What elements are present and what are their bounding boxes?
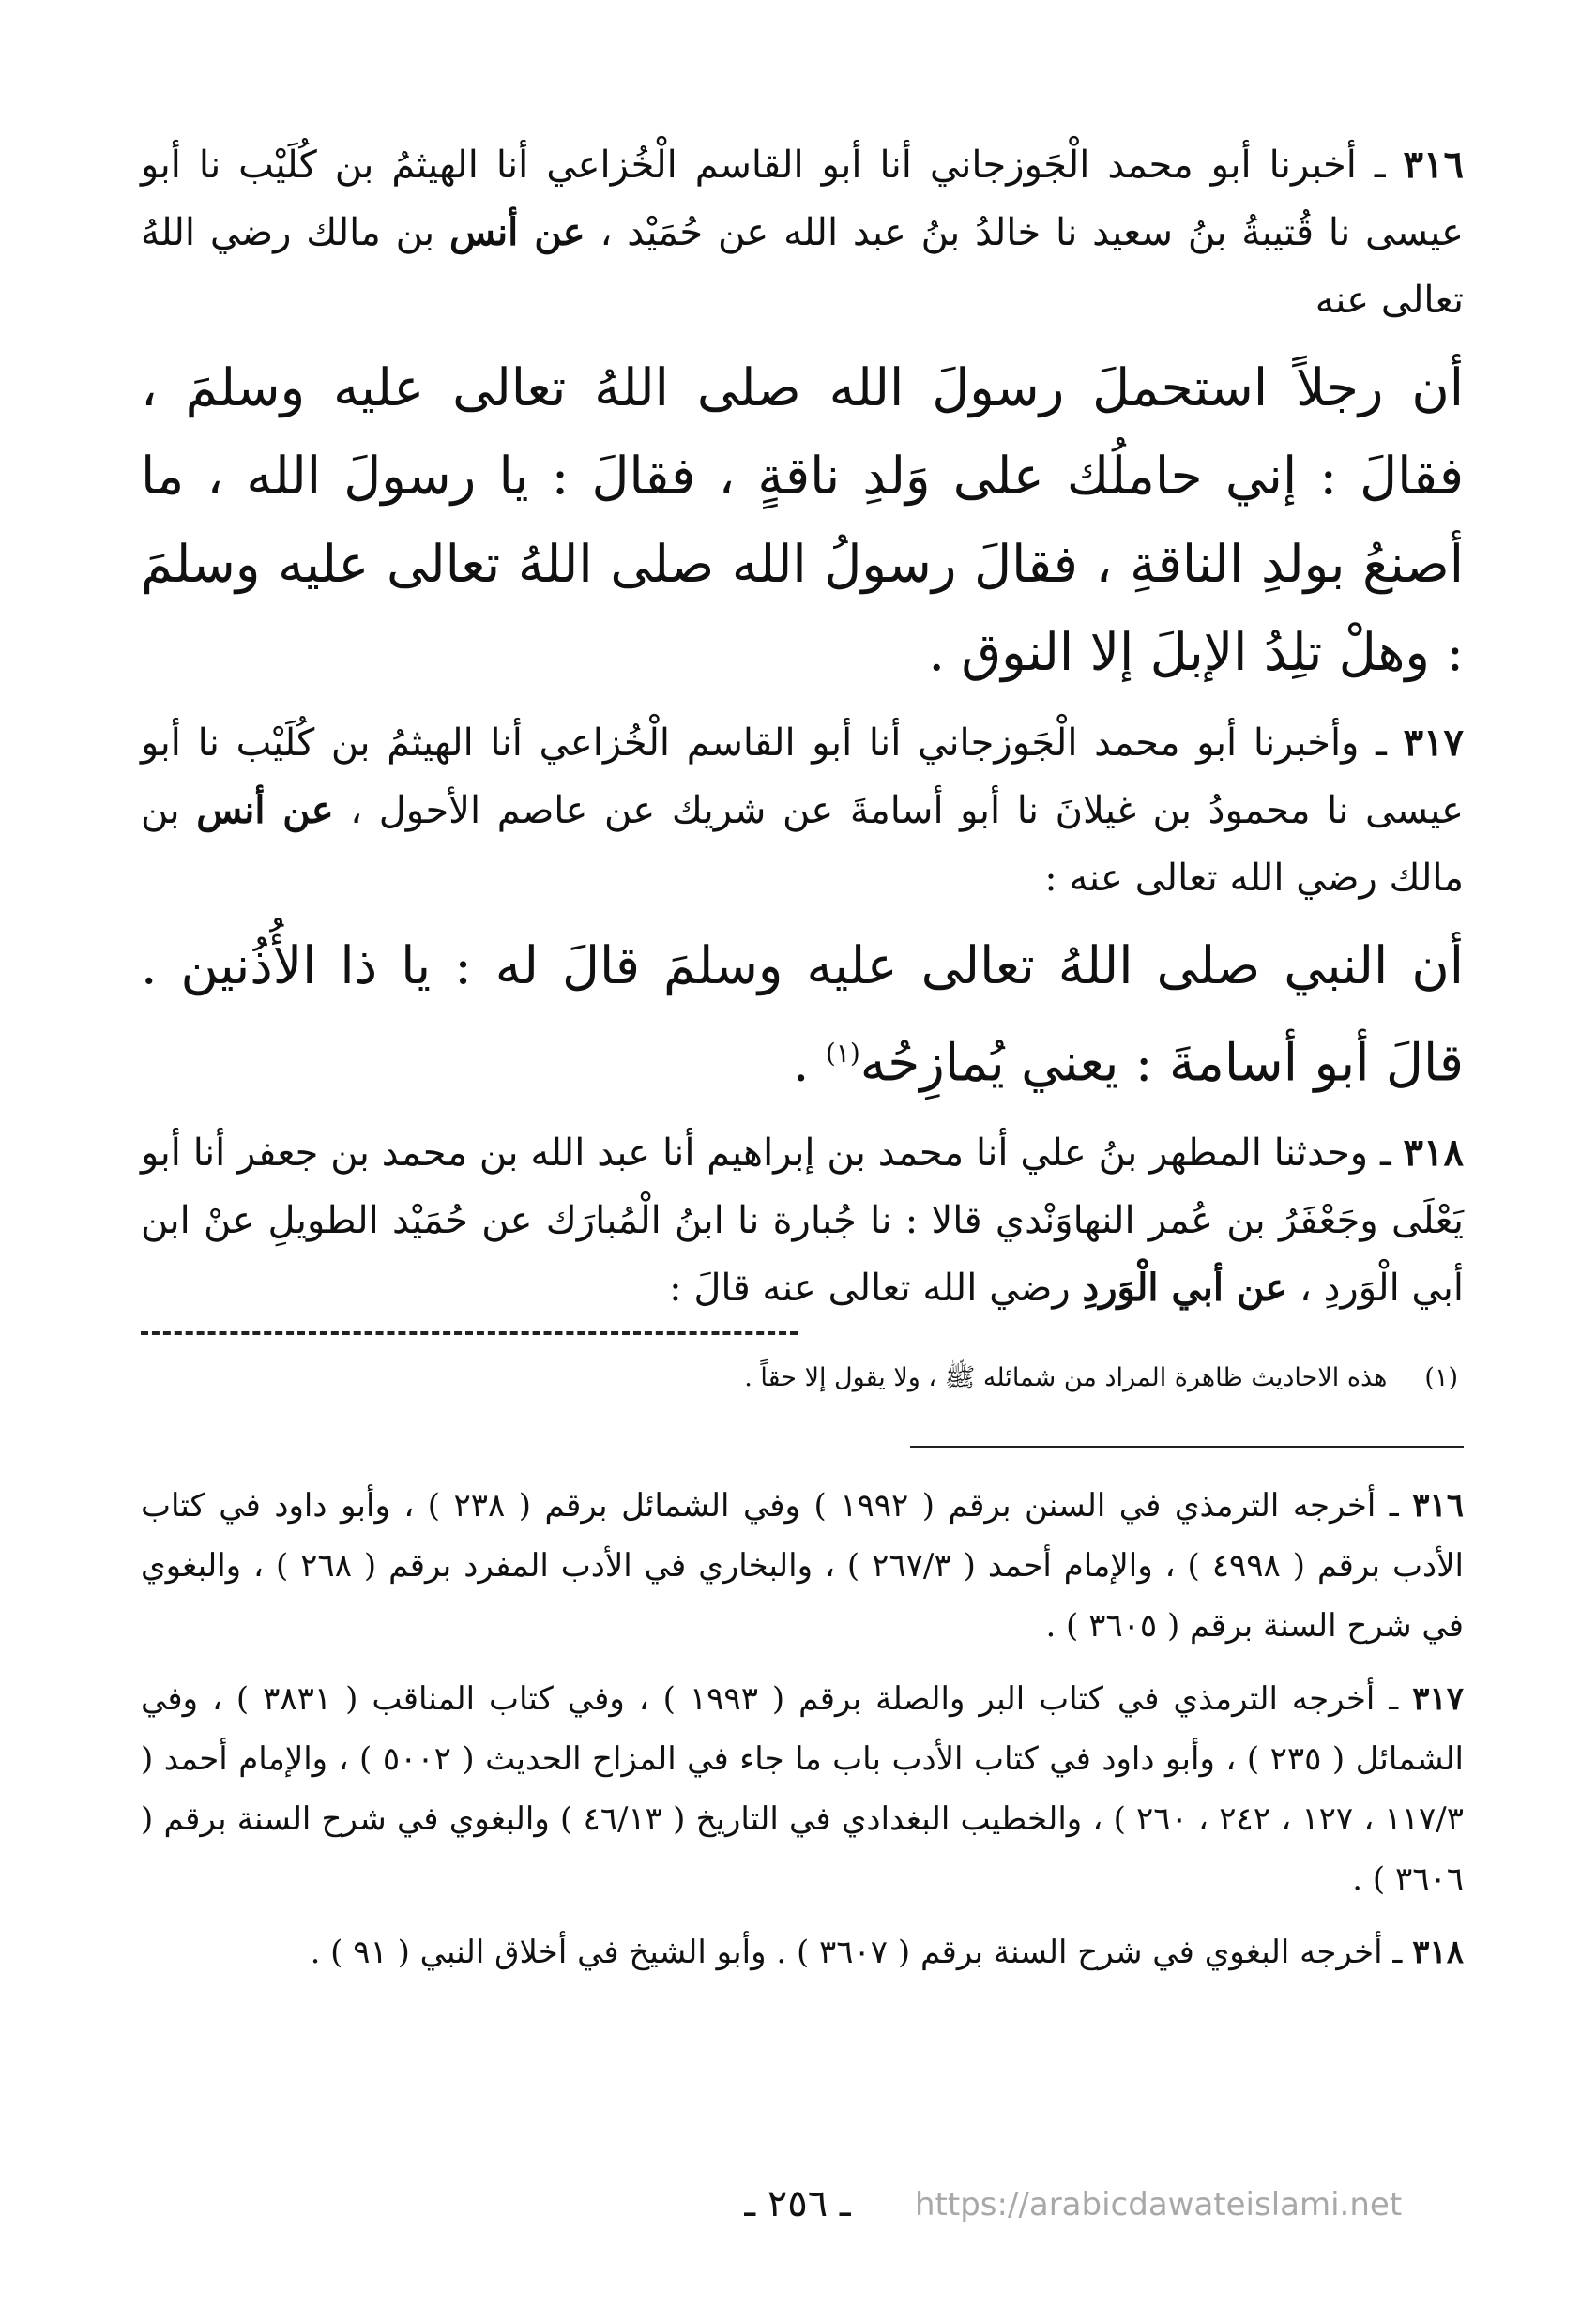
hadith-number: ٣١٦: [1403, 143, 1464, 187]
hadith-number: ٣١٧: [1403, 721, 1465, 765]
chain-text: ـ وحدثنا المطهر بنُ علي أنا محمد بن إبراهيم أنا عبد الله بن محمد بن جعفر أنا أبو يَعْلَى وجَعْفَرُ بن عُمر النهاوَنْدي قالا : نا جُبارة نا ابنُ الْمُبارَك عن حُمَيْد الطويلِ عنْ ابن أبي الْوَردِ ،: [141, 1131, 1464, 1311]
dashed-divider: [141, 1331, 798, 1335]
hadith-318-chain: [141, 1119, 1464, 1322]
footnote-text: هذه الاحاديث ظاهرة المراد من شمائله ﷺ ، ولا يقول إلا حقاً .: [744, 1363, 1388, 1393]
takhrij-number: ٣١٦: [1412, 1487, 1464, 1525]
takhrij-text: ـ أخرجه البغوي في شرح السنة برقم ( ٣٦٠٧ ) . وأبو الشيخ في أخلاق النبي ( ٩١ ) .: [310, 1934, 1403, 1972]
hadith-317-text: [141, 921, 1464, 1106]
watermark-url: https://arabicdawateislami.net: [915, 2186, 1403, 2224]
takhrij-number: ٣١٨: [1412, 1934, 1464, 1972]
takhrij-number: ٣١٧: [1412, 1680, 1465, 1719]
matn-end: .: [792, 1032, 826, 1093]
page-body: [141, 131, 1464, 1996]
footnote-marker: (١): [1424, 1363, 1458, 1393]
chain-text-end: بن مالك رضي الله تعالى عنه :: [141, 789, 1464, 900]
chain-narrator: عن أنس: [449, 210, 585, 254]
takhrij-316: [141, 1476, 1464, 1656]
chain-text-end: بن مالك رضي اللهُ تعالى عنه: [141, 211, 1464, 322]
takhrij-317: [141, 1669, 1464, 1909]
matn-text: أن النبي صلى اللهُ تعالى عليه وسلمَ قالَ له : يا ذا الأُذُنين . قالَ أبو أسامةَ : يعني يُمازِحُه: [141, 935, 1464, 1093]
chain-text-end: رضي الله تعالى عنه قالَ :: [669, 1267, 1083, 1311]
hadith-number: ٣١٨: [1403, 1131, 1464, 1176]
takhrij-text: ـ أخرجه الترمذي في كتاب البر والصلة برقم ( ١٩٩٣ ) ، وفي كتاب المناقب ( ٣٨٣١ ) ، وفي الشمائل ( ٢٣٥ ) ، وأبو داود في كتاب الأدب باب ما جاء في المزاح الحديث ( ٥٠٠٢ ) ، والإمام أحمد ( ١١٧/٣ ، ١٢٧ ، ٢٤٢ ، ٢٦٠ ) ، والخطيب البغدادي في التاريخ ( ٤٦/١٣ ) والبغوي في شرح السنة برقم ( ٣٦٠٦ ) .: [141, 1680, 1465, 1899]
chain-text: ـ أخبرنا أبو محمد الْجَوزجاني أنا أبو القاسم الْخُزاعي أنا الهيثمُ بن كُلَيْب نا أبو عيسى نا قُتيبةُ بنُ سعيد نا خالدُ بنُ عبد الله عن حُمَيْد ،: [141, 144, 1465, 254]
footnote: [141, 1356, 1458, 1401]
takhrij-text: ـ أخرجه الترمذي في السنن برقم ( ١٩٩٢ ) وفي الشمائل برقم ( ٢٣٨ ) ، وأبو داود في كتاب الأدب برقم ( ٤٩٩٨ ) ، والإمام أحمد ( ٢٦٧/٣ ) ، والبخاري في الأدب المفرد برقم ( ٢٦٨ ) ، والبغوي في شرح السنة برقم ( ٣٦٠٥ ) .: [141, 1487, 1464, 1646]
chain-narrator: عن أنس: [196, 788, 334, 832]
hadith-316-text: أن رجلاً استحملَ رسولَ الله صلى اللهُ تعالى عليه وسلمَ ، فقالَ : إني حاملُك على وَلدِ ناقةٍ ، فقالَ : يا رسولَ الله ، ما أصنعُ بولدِ الناقةِ ، فقالَ رسولُ الله صلى اللهُ تعالى عليه وسلمَ : وهلْ تلِدُ الإبلَ إلا النوق .: [141, 357, 1464, 682]
hadith-316-chain: [141, 131, 1464, 334]
footnote-reference[interactable]: (١): [825, 1038, 860, 1069]
takhrij-318: [141, 1922, 1464, 1982]
hadith-317-chain: [141, 709, 1464, 912]
footnote-rule: [910, 1446, 1464, 1448]
chain-text: ـ وأخبرنا أبو محمد الْجَوزجاني أنا أبو القاسم الْخُزاعي أنا الهيثمُ بن كُلَيْب نا أبو عيسى نا محمودُ بن غيلانَ نا أبو أسامةَ عن شريك عن عاصم الأحول ،: [141, 721, 1465, 832]
page-number: ـ ٢٥٦ ـ: [744, 2182, 851, 2225]
chain-narrator: عن أبي الْوَردِ: [1082, 1266, 1288, 1311]
